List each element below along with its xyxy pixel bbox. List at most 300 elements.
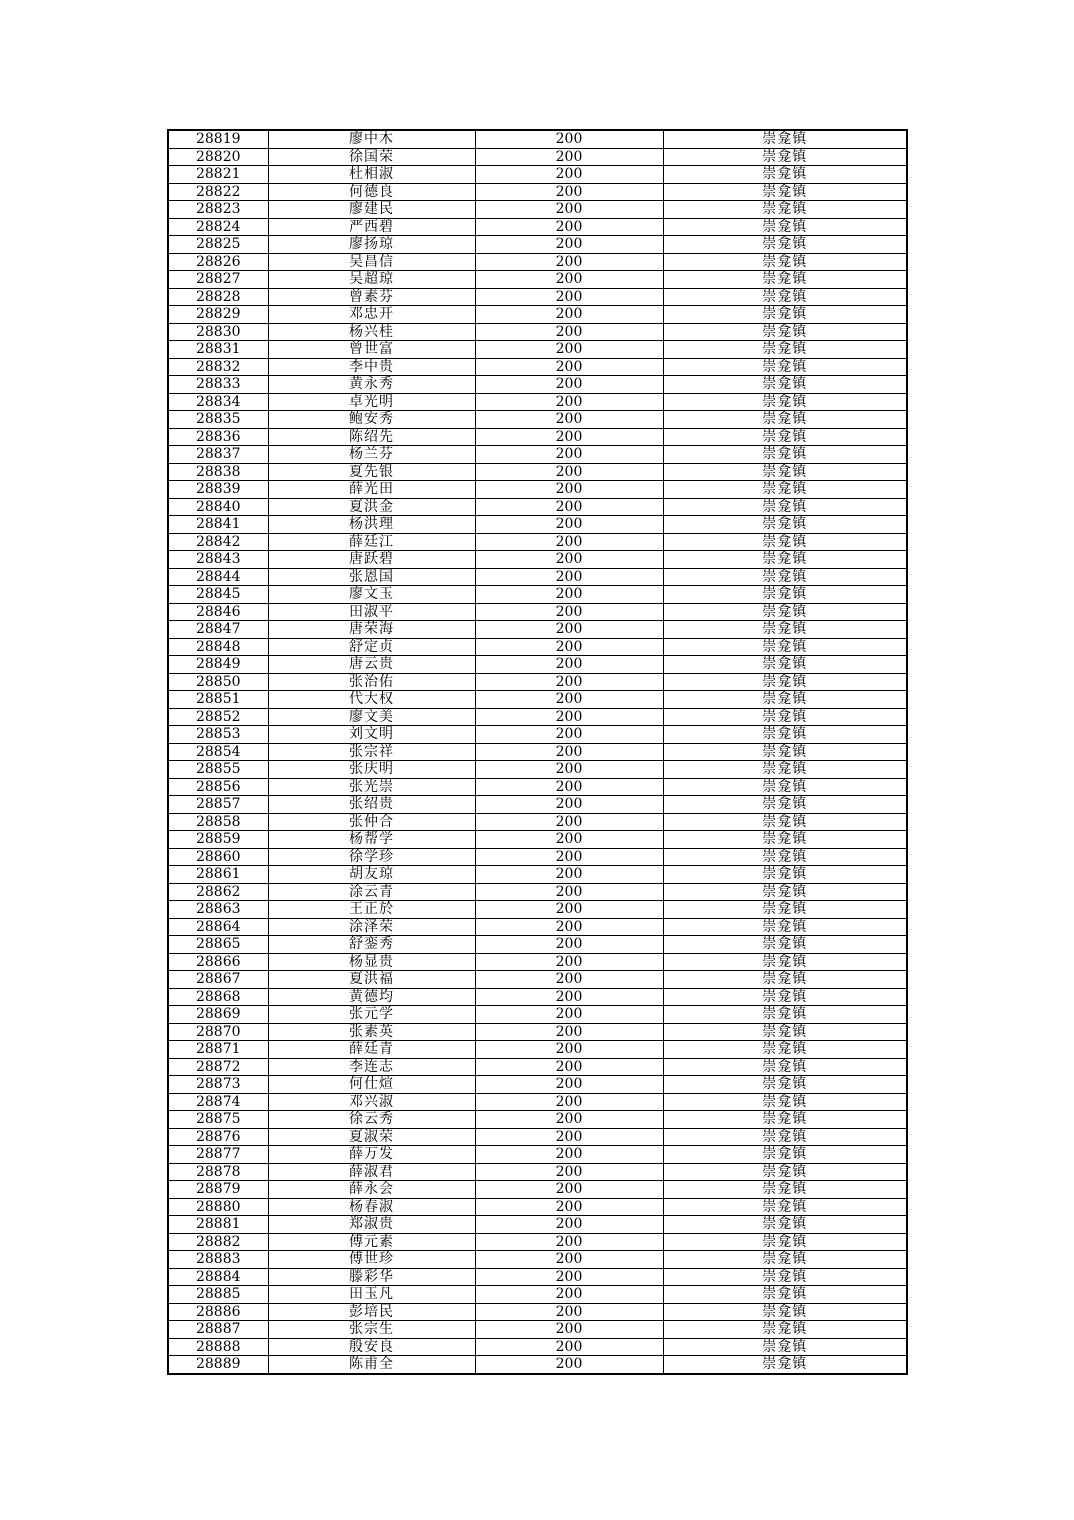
cell-serial-number: 28822: [168, 183, 268, 201]
cell-serial-number: 28843: [168, 551, 268, 569]
cell-town: 崇龛镇: [663, 1058, 907, 1076]
cell-serial-number: 28826: [168, 253, 268, 271]
cell-serial-number: 28837: [168, 446, 268, 464]
cell-amount: 200: [475, 953, 663, 971]
cell-serial-number: 28862: [168, 883, 268, 901]
cell-town: 崇龛镇: [663, 1181, 907, 1199]
table-row: [168, 603, 907, 621]
cell-town: 崇龛镇: [663, 498, 907, 516]
cell-serial-number: 28828: [168, 288, 268, 306]
cell-town: 崇龛镇: [663, 796, 907, 814]
cell-serial-number: 28821: [168, 166, 268, 184]
cell-amount: 200: [475, 726, 663, 744]
cell-serial-number: 28842: [168, 533, 268, 551]
cell-amount: 200: [475, 1058, 663, 1076]
cell-amount: 200: [475, 743, 663, 761]
cell-amount: 200: [475, 621, 663, 639]
cell-amount: 200: [475, 568, 663, 586]
cell-person-name: 杨洪理: [268, 516, 475, 534]
cell-town: 崇龛镇: [663, 883, 907, 901]
cell-amount: 200: [475, 883, 663, 901]
table-row: [168, 288, 907, 306]
table-row: [168, 498, 907, 516]
cell-serial-number: 28879: [168, 1181, 268, 1199]
table-row: [168, 1286, 907, 1304]
cell-person-name: 严西碧: [268, 218, 475, 236]
cell-amount: 200: [475, 1338, 663, 1356]
cell-serial-number: 28868: [168, 988, 268, 1006]
cell-amount: 200: [475, 761, 663, 779]
table-row: [168, 463, 907, 481]
table-row: [168, 1128, 907, 1146]
table-row: [168, 428, 907, 446]
cell-amount: 200: [475, 533, 663, 551]
cell-amount: 200: [475, 166, 663, 184]
cell-person-name: 舒定贞: [268, 638, 475, 656]
cell-person-name: 薛廷江: [268, 533, 475, 551]
cell-amount: 200: [475, 1023, 663, 1041]
cell-town: 崇龛镇: [663, 1216, 907, 1234]
table-row: [168, 813, 907, 831]
cell-amount: 200: [475, 341, 663, 359]
cell-amount: 200: [475, 271, 663, 289]
cell-town: 崇龛镇: [663, 586, 907, 604]
cell-amount: 200: [475, 848, 663, 866]
cell-serial-number: 28853: [168, 726, 268, 744]
cell-person-name: 代大权: [268, 691, 475, 709]
cell-person-name: 郑淑贵: [268, 1216, 475, 1234]
cell-serial-number: 28846: [168, 603, 268, 621]
table-row: [168, 1268, 907, 1286]
cell-town: 崇龛镇: [663, 673, 907, 691]
cell-town: 崇龛镇: [663, 568, 907, 586]
table-row: [168, 393, 907, 411]
cell-person-name: 邓兴淑: [268, 1093, 475, 1111]
cell-serial-number: 28827: [168, 271, 268, 289]
table-row: [168, 796, 907, 814]
cell-amount: 200: [475, 1181, 663, 1199]
cell-amount: 200: [475, 1356, 663, 1374]
cell-amount: 200: [475, 901, 663, 919]
cell-amount: 200: [475, 393, 663, 411]
cell-person-name: 夏先银: [268, 463, 475, 481]
cell-person-name: 张光崇: [268, 778, 475, 796]
cell-serial-number: 28861: [168, 866, 268, 884]
cell-person-name: 吴昌信: [268, 253, 475, 271]
cell-amount: 200: [475, 638, 663, 656]
cell-person-name: 傅元素: [268, 1233, 475, 1251]
cell-town: 崇龛镇: [663, 761, 907, 779]
cell-amount: 200: [475, 236, 663, 254]
cell-person-name: 张绍贵: [268, 796, 475, 814]
cell-amount: 200: [475, 831, 663, 849]
subsidy-roster-table: [167, 129, 908, 1375]
cell-person-name: 张宗生: [268, 1321, 475, 1339]
table-row: [168, 130, 907, 148]
cell-amount: 200: [475, 691, 663, 709]
cell-serial-number: 28823: [168, 201, 268, 219]
cell-serial-number: 28870: [168, 1023, 268, 1041]
cell-serial-number: 28854: [168, 743, 268, 761]
table-row: [168, 253, 907, 271]
cell-amount: 200: [475, 796, 663, 814]
cell-serial-number: 28875: [168, 1111, 268, 1129]
cell-person-name: 唐跃碧: [268, 551, 475, 569]
cell-town: 崇龛镇: [663, 1128, 907, 1146]
cell-town: 崇龛镇: [663, 1251, 907, 1269]
cell-town: 崇龛镇: [663, 743, 907, 761]
cell-serial-number: 28889: [168, 1356, 268, 1374]
cell-town: 崇龛镇: [663, 306, 907, 324]
cell-amount: 200: [475, 481, 663, 499]
cell-serial-number: 28841: [168, 516, 268, 534]
cell-amount: 200: [475, 306, 663, 324]
cell-serial-number: 28857: [168, 796, 268, 814]
cell-amount: 200: [475, 376, 663, 394]
cell-person-name: 胡友琼: [268, 866, 475, 884]
table-row: [168, 621, 907, 639]
cell-person-name: 张恩国: [268, 568, 475, 586]
cell-town: 崇龛镇: [663, 1023, 907, 1041]
cell-person-name: 舒銮秀: [268, 936, 475, 954]
table-row: [168, 1303, 907, 1321]
table-row: [168, 988, 907, 1006]
cell-amount: 200: [475, 1128, 663, 1146]
cell-person-name: 徐国荣: [268, 148, 475, 166]
cell-amount: 200: [475, 586, 663, 604]
table-row: [168, 1006, 907, 1024]
cell-serial-number: 28882: [168, 1233, 268, 1251]
cell-amount: 200: [475, 936, 663, 954]
table-row: [168, 1023, 907, 1041]
cell-person-name: 黄永秀: [268, 376, 475, 394]
table-row: [168, 971, 907, 989]
cell-amount: 200: [475, 1111, 663, 1129]
cell-serial-number: 28839: [168, 481, 268, 499]
cell-serial-number: 28880: [168, 1198, 268, 1216]
cell-person-name: 杨显贵: [268, 953, 475, 971]
cell-town: 崇龛镇: [663, 393, 907, 411]
table-row: [168, 638, 907, 656]
cell-person-name: 廖文玉: [268, 586, 475, 604]
table-row: [168, 1093, 907, 1111]
table-row: [168, 1198, 907, 1216]
cell-amount: 200: [475, 1233, 663, 1251]
table-row: [168, 1111, 907, 1129]
cell-town: 崇龛镇: [663, 1303, 907, 1321]
cell-town: 崇龛镇: [663, 183, 907, 201]
cell-amount: 200: [475, 603, 663, 621]
cell-serial-number: 28876: [168, 1128, 268, 1146]
cell-serial-number: 28849: [168, 656, 268, 674]
table-row: [168, 148, 907, 166]
cell-person-name: 杨帮学: [268, 831, 475, 849]
cell-person-name: 涂云青: [268, 883, 475, 901]
cell-person-name: 廖中木: [268, 130, 475, 148]
cell-person-name: 唐荣海: [268, 621, 475, 639]
cell-serial-number: 28845: [168, 586, 268, 604]
cell-town: 崇龛镇: [663, 1321, 907, 1339]
cell-serial-number: 28852: [168, 708, 268, 726]
cell-person-name: 何仕煊: [268, 1076, 475, 1094]
cell-town: 崇龛镇: [663, 638, 907, 656]
roster-table-body: [168, 130, 907, 1374]
cell-serial-number: 28887: [168, 1321, 268, 1339]
table-row: [168, 708, 907, 726]
cell-person-name: 滕彩华: [268, 1268, 475, 1286]
cell-town: 崇龛镇: [663, 813, 907, 831]
cell-town: 崇龛镇: [663, 621, 907, 639]
cell-amount: 200: [475, 1198, 663, 1216]
cell-person-name: 陈甫全: [268, 1356, 475, 1374]
cell-person-name: 曾素芬: [268, 288, 475, 306]
cell-town: 崇龛镇: [663, 971, 907, 989]
table-row: [168, 1251, 907, 1269]
cell-person-name: 田玉凡: [268, 1286, 475, 1304]
cell-serial-number: 28874: [168, 1093, 268, 1111]
table-row: [168, 1163, 907, 1181]
table-row: [168, 568, 907, 586]
cell-serial-number: 28835: [168, 411, 268, 429]
cell-town: 崇龛镇: [663, 481, 907, 499]
cell-town: 崇龛镇: [663, 1233, 907, 1251]
table-row: [168, 848, 907, 866]
cell-person-name: 吴超琼: [268, 271, 475, 289]
cell-person-name: 杨兰芬: [268, 446, 475, 464]
cell-town: 崇龛镇: [663, 708, 907, 726]
cell-person-name: 彭培民: [268, 1303, 475, 1321]
cell-town: 崇龛镇: [663, 1356, 907, 1374]
cell-amount: 200: [475, 516, 663, 534]
cell-town: 崇龛镇: [663, 551, 907, 569]
cell-town: 崇龛镇: [663, 201, 907, 219]
cell-amount: 200: [475, 288, 663, 306]
cell-serial-number: 28836: [168, 428, 268, 446]
cell-person-name: 卓光明: [268, 393, 475, 411]
cell-town: 崇龛镇: [663, 253, 907, 271]
cell-town: 崇龛镇: [663, 848, 907, 866]
cell-person-name: 廖文美: [268, 708, 475, 726]
cell-serial-number: 28840: [168, 498, 268, 516]
cell-serial-number: 28829: [168, 306, 268, 324]
cell-serial-number: 28833: [168, 376, 268, 394]
cell-serial-number: 28856: [168, 778, 268, 796]
cell-amount: 200: [475, 130, 663, 148]
cell-town: 崇龛镇: [663, 288, 907, 306]
table-row: [168, 691, 907, 709]
cell-amount: 200: [475, 1006, 663, 1024]
cell-person-name: 薛光田: [268, 481, 475, 499]
cell-serial-number: 28859: [168, 831, 268, 849]
table-row: [168, 306, 907, 324]
cell-person-name: 黄德均: [268, 988, 475, 1006]
cell-amount: 200: [475, 463, 663, 481]
cell-town: 崇龛镇: [663, 411, 907, 429]
cell-town: 崇龛镇: [663, 866, 907, 884]
cell-serial-number: 28873: [168, 1076, 268, 1094]
cell-amount: 200: [475, 358, 663, 376]
cell-person-name: 傅世珍: [268, 1251, 475, 1269]
table-row: [168, 481, 907, 499]
table-row: [168, 761, 907, 779]
table-row: [168, 533, 907, 551]
cell-town: 崇龛镇: [663, 218, 907, 236]
cell-amount: 200: [475, 813, 663, 831]
cell-serial-number: 28872: [168, 1058, 268, 1076]
table-row: [168, 1146, 907, 1164]
cell-amount: 200: [475, 918, 663, 936]
cell-person-name: 徐学珍: [268, 848, 475, 866]
cell-town: 崇龛镇: [663, 1041, 907, 1059]
cell-serial-number: 28834: [168, 393, 268, 411]
cell-person-name: 田淑平: [268, 603, 475, 621]
cell-serial-number: 28820: [168, 148, 268, 166]
cell-amount: 200: [475, 708, 663, 726]
table-row: [168, 953, 907, 971]
cell-town: 崇龛镇: [663, 1146, 907, 1164]
cell-amount: 200: [475, 201, 663, 219]
cell-amount: 200: [475, 673, 663, 691]
cell-amount: 200: [475, 446, 663, 464]
cell-serial-number: 28847: [168, 621, 268, 639]
cell-person-name: 夏洪金: [268, 498, 475, 516]
table-row: [168, 743, 907, 761]
cell-town: 崇龛镇: [663, 376, 907, 394]
table-row: [168, 1233, 907, 1251]
cell-amount: 200: [475, 1216, 663, 1234]
cell-serial-number: 28860: [168, 848, 268, 866]
cell-amount: 200: [475, 253, 663, 271]
cell-town: 崇龛镇: [663, 656, 907, 674]
cell-serial-number: 28871: [168, 1041, 268, 1059]
cell-person-name: 夏洪福: [268, 971, 475, 989]
cell-town: 崇龛镇: [663, 831, 907, 849]
cell-amount: 200: [475, 1146, 663, 1164]
cell-person-name: 张宗祥: [268, 743, 475, 761]
cell-town: 崇龛镇: [663, 271, 907, 289]
cell-person-name: 薛永会: [268, 1181, 475, 1199]
cell-serial-number: 28867: [168, 971, 268, 989]
table-row: [168, 323, 907, 341]
cell-town: 崇龛镇: [663, 778, 907, 796]
cell-serial-number: 28824: [168, 218, 268, 236]
cell-amount: 200: [475, 428, 663, 446]
cell-serial-number: 28851: [168, 691, 268, 709]
cell-town: 崇龛镇: [663, 533, 907, 551]
table-row: [168, 201, 907, 219]
cell-person-name: 廖建民: [268, 201, 475, 219]
cell-serial-number: 28885: [168, 1286, 268, 1304]
cell-town: 崇龛镇: [663, 166, 907, 184]
cell-person-name: 薛淑君: [268, 1163, 475, 1181]
cell-person-name: 张仲合: [268, 813, 475, 831]
table-row: [168, 1338, 907, 1356]
cell-serial-number: 28831: [168, 341, 268, 359]
table-row: [168, 358, 907, 376]
table-row: [168, 446, 907, 464]
cell-person-name: 杜相淑: [268, 166, 475, 184]
table-row: [168, 1181, 907, 1199]
table-row: [168, 866, 907, 884]
table-row: [168, 586, 907, 604]
cell-town: 崇龛镇: [663, 918, 907, 936]
cell-serial-number: 28866: [168, 953, 268, 971]
cell-person-name: 张素英: [268, 1023, 475, 1041]
cell-amount: 200: [475, 778, 663, 796]
table-row: [168, 778, 907, 796]
cell-town: 崇龛镇: [663, 901, 907, 919]
cell-town: 崇龛镇: [663, 130, 907, 148]
table-row: [168, 1216, 907, 1234]
cell-town: 崇龛镇: [663, 323, 907, 341]
cell-amount: 200: [475, 1093, 663, 1111]
cell-town: 崇龛镇: [663, 1268, 907, 1286]
cell-person-name: 杨春淑: [268, 1198, 475, 1216]
cell-person-name: 殷安良: [268, 1338, 475, 1356]
cell-amount: 200: [475, 551, 663, 569]
cell-serial-number: 28844: [168, 568, 268, 586]
table-row: [168, 183, 907, 201]
cell-serial-number: 28886: [168, 1303, 268, 1321]
cell-town: 崇龛镇: [663, 1286, 907, 1304]
table-row: [168, 1058, 907, 1076]
cell-town: 崇龛镇: [663, 726, 907, 744]
cell-town: 崇龛镇: [663, 358, 907, 376]
cell-serial-number: 28863: [168, 901, 268, 919]
cell-amount: 200: [475, 1076, 663, 1094]
cell-town: 崇龛镇: [663, 428, 907, 446]
cell-amount: 200: [475, 183, 663, 201]
cell-amount: 200: [475, 1268, 663, 1286]
cell-serial-number: 28855: [168, 761, 268, 779]
cell-serial-number: 28884: [168, 1268, 268, 1286]
cell-person-name: 唐云贵: [268, 656, 475, 674]
cell-person-name: 廖扬琼: [268, 236, 475, 254]
table-row: [168, 673, 907, 691]
cell-town: 崇龛镇: [663, 953, 907, 971]
cell-amount: 200: [475, 1321, 663, 1339]
cell-amount: 200: [475, 1251, 663, 1269]
cell-town: 崇龛镇: [663, 1198, 907, 1216]
cell-amount: 200: [475, 1286, 663, 1304]
cell-amount: 200: [475, 1041, 663, 1059]
cell-town: 崇龛镇: [663, 1163, 907, 1181]
cell-amount: 200: [475, 411, 663, 429]
table-row: [168, 936, 907, 954]
cell-town: 崇龛镇: [663, 988, 907, 1006]
cell-amount: 200: [475, 323, 663, 341]
cell-town: 崇龛镇: [663, 1006, 907, 1024]
cell-serial-number: 28865: [168, 936, 268, 954]
cell-person-name: 徐云秀: [268, 1111, 475, 1129]
cell-person-name: 邓忠开: [268, 306, 475, 324]
cell-serial-number: 28864: [168, 918, 268, 936]
cell-person-name: 曾世富: [268, 341, 475, 359]
cell-serial-number: 28832: [168, 358, 268, 376]
cell-amount: 200: [475, 498, 663, 516]
cell-serial-number: 28883: [168, 1251, 268, 1269]
table-row: [168, 271, 907, 289]
cell-town: 崇龛镇: [663, 1338, 907, 1356]
table-row: [168, 831, 907, 849]
table-row: [168, 236, 907, 254]
cell-serial-number: 28838: [168, 463, 268, 481]
cell-amount: 200: [475, 218, 663, 236]
cell-town: 崇龛镇: [663, 148, 907, 166]
table-row: [168, 918, 907, 936]
cell-person-name: 张治佑: [268, 673, 475, 691]
cell-amount: 200: [475, 971, 663, 989]
